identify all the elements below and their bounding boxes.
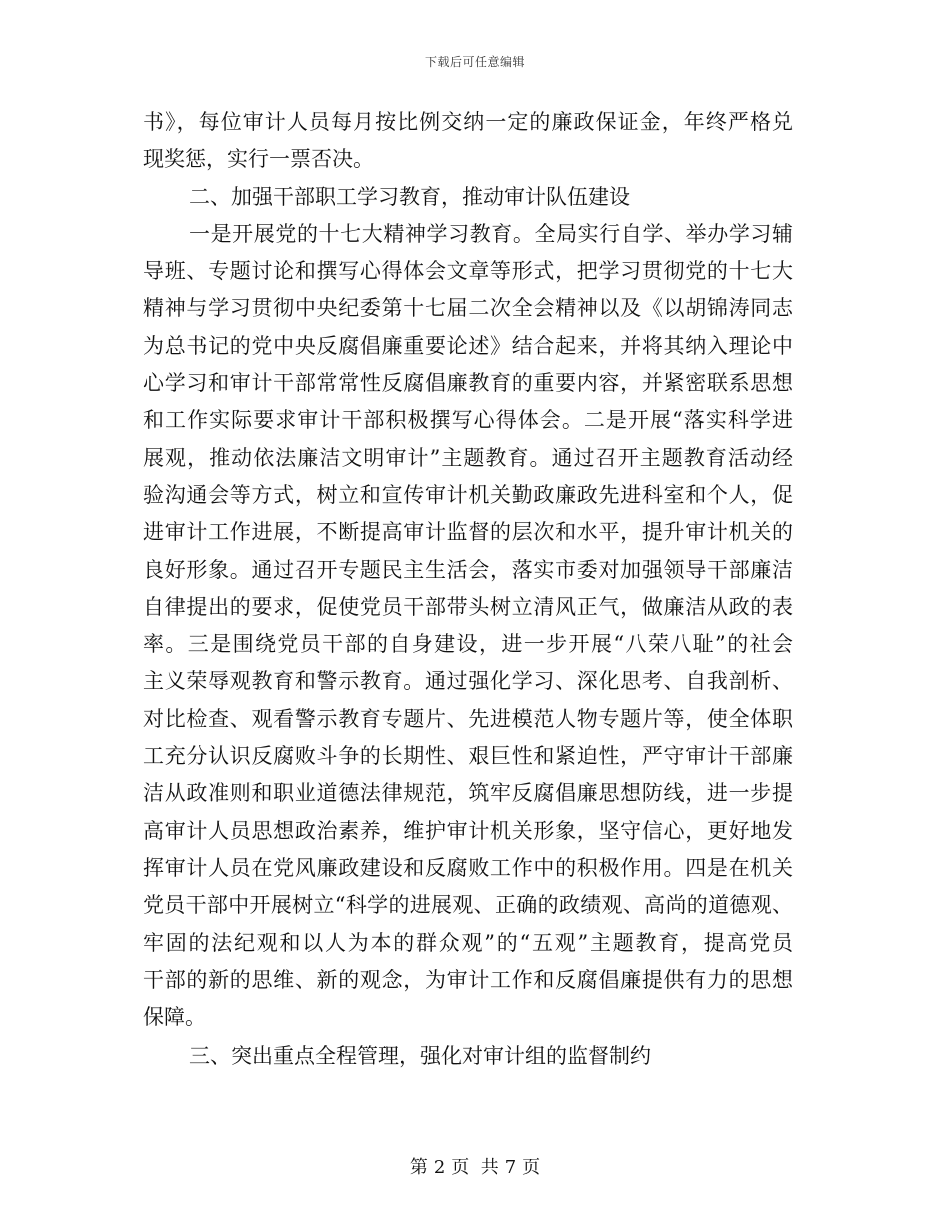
body-line: 干部的新的思维、新的观念，为审计工作和反腐倡廉提供有力的思想: [143, 967, 793, 992]
body-line: 展观，推动依法廉洁文明审计”主题教育。通过召开主题教育活动经: [143, 445, 793, 470]
body-line: 精神与学习贯彻中央纪委第十七届二次全会精神以及《以胡锦涛同志: [143, 296, 793, 321]
body-line: 牢固的法纪观和以人为本的群众观”的“五观”主题教育，提高党员: [143, 930, 793, 955]
body-line: 保障。: [143, 1005, 206, 1030]
body-line: 自律提出的要求，促使党员干部带头树立清风正气，做廉洁从政的表: [143, 594, 793, 619]
body-line: 和工作实际要求审计干部积极撰写心得体会。二是开展“落实科学进: [143, 408, 793, 433]
footer-suffix: 页: [522, 1157, 541, 1178]
footer-prefix: 第: [409, 1157, 428, 1178]
current-page-number: 2: [433, 1157, 446, 1178]
body-line: 为总书记的党中央反腐倡廉重要论述》结合起来，并将其纳入理论中: [143, 333, 793, 358]
body-line: 良好形象。通过召开专题民主生活会，落实市委对加强领导干部廉洁: [143, 557, 793, 582]
body-line: 一是开展党的十七大精神学习教育。全局实行自学、举办学习辅: [189, 221, 793, 246]
body-line: 主义荣辱观教育和警示教育。通过强化学习、深化思考、自我剖析、: [143, 669, 793, 694]
body-line: 进审计工作进展，不断提高审计监督的层次和水平，提升审计机关的: [143, 520, 793, 545]
body-line: 心学习和审计干部常常性反腐倡廉教育的重要内容，并紧密联系思想: [143, 371, 793, 396]
body-line: 挥审计人员在党风廉政建设和反腐败工作中的积极作用。四是在机关: [143, 855, 793, 880]
total-page-number: 7: [504, 1157, 517, 1178]
body-line: 书》，每位审计人员每月按比例交纳一定的廉政保证金，年终严格兑: [143, 110, 793, 134]
section-heading: 三、突出重点全程管理，强化对审计组的监督制约: [189, 1044, 651, 1069]
body-line: 率。三是围绕党员干部的自身建设，进一步开展“八荣八耻”的社会: [143, 632, 793, 657]
body-line: 导班、专题讨论和撰写心得体会文章等形式，把学习贯彻党的十七大: [143, 259, 793, 284]
body-line: 验沟通会等方式，树立和宣传审计机关勤政廉政先进科室和个人，促: [143, 482, 793, 507]
page-number-footer: [0, 1153, 950, 1179]
document-body: [143, 104, 793, 1076]
body-line: 对比检查、观看警示教育专题片、先进模范人物专题片等，使全体职: [143, 706, 793, 731]
body-line: 工充分认识反腐败斗争的长期性、艰巨性和紧迫性，严守审计干部廉: [143, 744, 793, 769]
page-header-note: 下载后可任意编辑: [424, 55, 525, 69]
footer-middle: 页 共: [451, 1157, 499, 1178]
body-line: 洁从政准则和职业道德法律规范，筑牢反腐倡廉思想防线，进一步提: [143, 781, 793, 806]
body-line: 高审计人员思想政治素养，维护审计机关形象，坚守信心，更好地发: [143, 818, 793, 843]
section-heading: 二、加强干部职工学习教育，推动审计队伍建设: [189, 184, 630, 209]
body-line: 党员干部中开展树立“科学的进展观、正确的政绩观、高尚的道德观、: [143, 893, 793, 918]
body-line: 现奖惩，实行一票否决。: [143, 147, 374, 172]
